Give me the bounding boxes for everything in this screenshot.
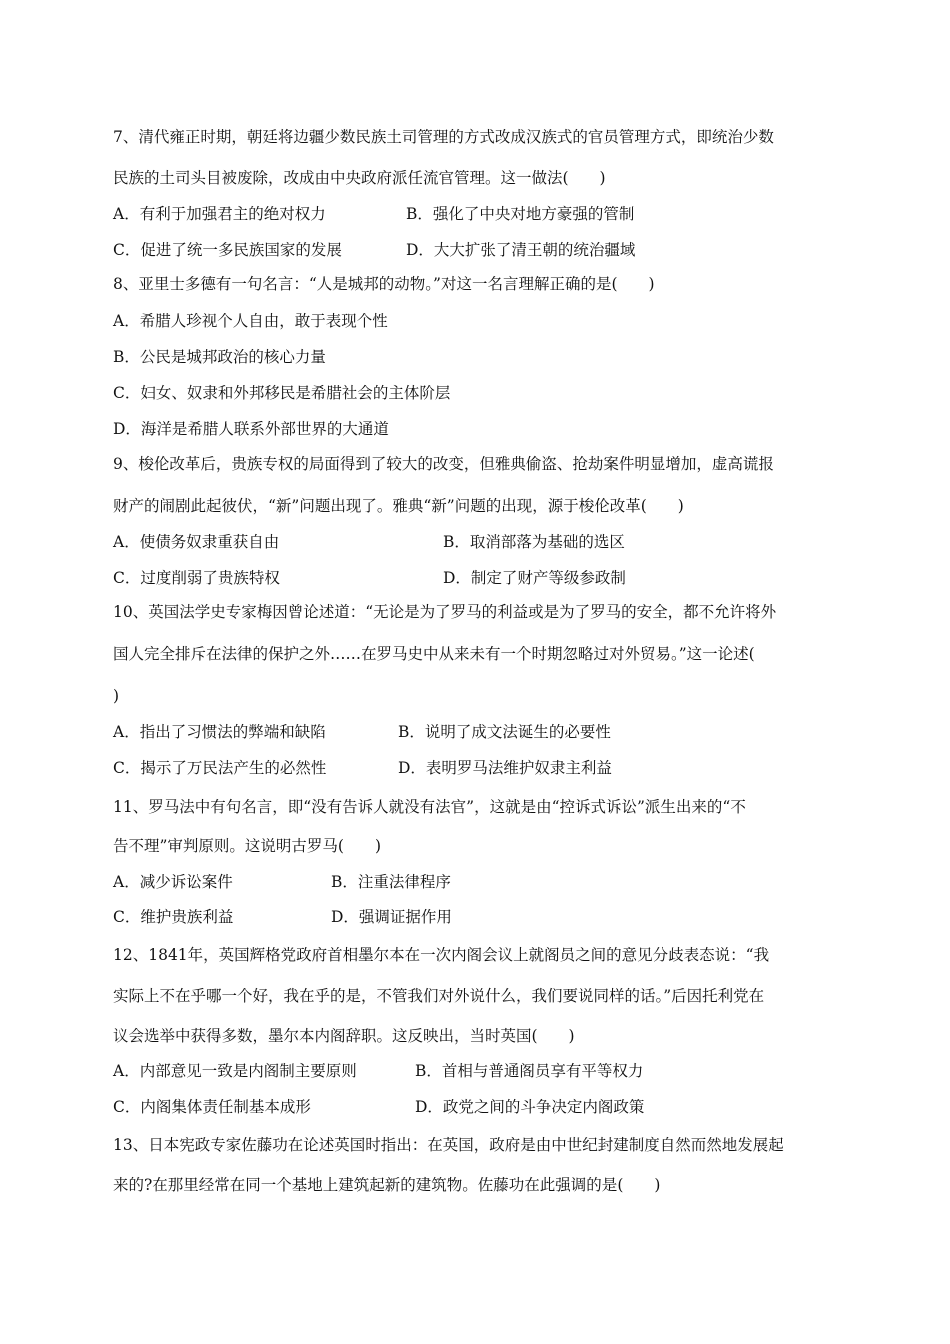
question-8-option-c: C．妇女、奴隶和外邦移民是希腊社会的主体阶层 (113, 384, 451, 402)
question-10-option-b: B．说明了成文法诞生的必要性 (398, 723, 611, 741)
question-10-option-c: C．揭示了万民法产生的必然性 (113, 759, 327, 777)
question-11-option-a: A．减少诉讼案件 (113, 873, 233, 891)
question-11-option-c: C．维护贵族利益 (113, 908, 234, 926)
question-10-option-a: A．指出了习惯法的弊端和缺陷 (113, 723, 326, 741)
question-8-option-a: A．希腊人珍视个人自由，敢于表现个性 (113, 312, 388, 330)
question-7-option-a: A．有利于加强君主的绝对权力 (113, 205, 326, 223)
question-7-option-d: D．大大扩张了清王朝的统治疆域 (406, 241, 636, 259)
question-9-option-a: A．使债务奴隶重获自由 (113, 533, 280, 551)
question-13-stem-line-2: 来的?在那里经常在同一个基地上建筑起新的建筑物。佐藤功在此强调的是( ) (113, 1176, 661, 1194)
question-7-option-c: C．促进了统一多民族国家的发展 (113, 241, 342, 259)
question-9-option-b: B．取消部落为基础的选区 (443, 533, 625, 551)
question-10-option-d: D．表明罗马法维护奴隶主利益 (398, 759, 612, 777)
question-7-stem-line-1: 7、清代雍正时期，朝廷将边疆少数民族土司管理的方式改成汉族式的官员管理方式，即统治少数 (113, 128, 774, 146)
question-8-stem-line-1: 8、亚里士多德有一句名言：“人是城邦的动物。”对这一名言理解正确的是( ) (113, 275, 655, 293)
question-7-stem-line-2: 民族的土司头目被废除，改成由中央政府派任流官管理。这一做法( ) (113, 169, 606, 187)
question-9-stem-line-1: 9、梭伦改革后，贵族专权的局面得到了较大的改变，但雅典偷盗、抢劫案件明显增加，虚高谎报 (113, 455, 774, 473)
question-11-option-d: D．强调证据作用 (331, 908, 452, 926)
question-10-stem-line-1: 10、英国法学史专家梅因曾论述道：“无论是为了罗马的利益或是为了罗马的安全，都不允许将外 (113, 603, 777, 621)
question-10-stem-line-3: ) (113, 687, 120, 705)
question-13-stem-line-1: 13、日本宪政专家佐藤功在论述英国时指出：在英国，政府是由中世纪封建制度自然而然地发展起 (113, 1136, 784, 1154)
question-9-stem-line-2: 财产的闹剧此起彼伏，“新”问题出现了。雅典“新”问题的出现，源于梭伦改革( ) (113, 497, 684, 515)
question-12-option-b: B．首相与普通阁员享有平等权力 (415, 1062, 644, 1080)
question-11-stem-line-2: 告不理”审判原则。这说明古罗马( ) (113, 837, 382, 855)
question-12-option-d: D．政党之间的斗争决定内阁政策 (415, 1098, 645, 1116)
question-11-option-b: B．注重法律程序 (331, 873, 451, 891)
question-12-stem-line-3: 议会选举中获得多数，墨尔本内阁辞职。这反映出，当时英国( ) (113, 1027, 575, 1045)
question-11-stem-line-1: 11、罗马法中有句名言，即“没有告诉人就没有法官”，这就是由“控诉式诉讼”派生出来的“不 (113, 798, 746, 816)
question-8-option-d: D．海洋是希腊人联系外部世界的大通道 (113, 420, 389, 438)
question-9-option-d: D．制定了财产等级参政制 (443, 569, 626, 587)
question-7-option-b: B．强化了中央对地方豪强的管制 (406, 205, 635, 223)
question-8-option-b: B．公民是城邦政治的核心力量 (113, 348, 326, 366)
question-10-stem-line-2: 国人完全排斥在法律的保护之外……在罗马史中从来未有一个时期忽略过对外贸易。”这一论述( (113, 645, 755, 663)
question-12-option-c: C．内阁集体责任制基本成形 (113, 1098, 311, 1116)
question-9-option-c: C．过度削弱了贵族特权 (113, 569, 280, 587)
question-12-stem-line-1: 12、1841年，英国辉格党政府首相墨尔本在一次内阁会议上就阁员之间的意见分歧表态说：“我 (113, 946, 770, 964)
question-12-stem-line-2: 实际上不在乎哪一个好，我在乎的是，不管我们对外说什么，我们要说同样的话。”后因托利党在 (113, 987, 765, 1005)
question-12-option-a: A．内部意见一致是内阁制主要原则 (113, 1062, 357, 1080)
